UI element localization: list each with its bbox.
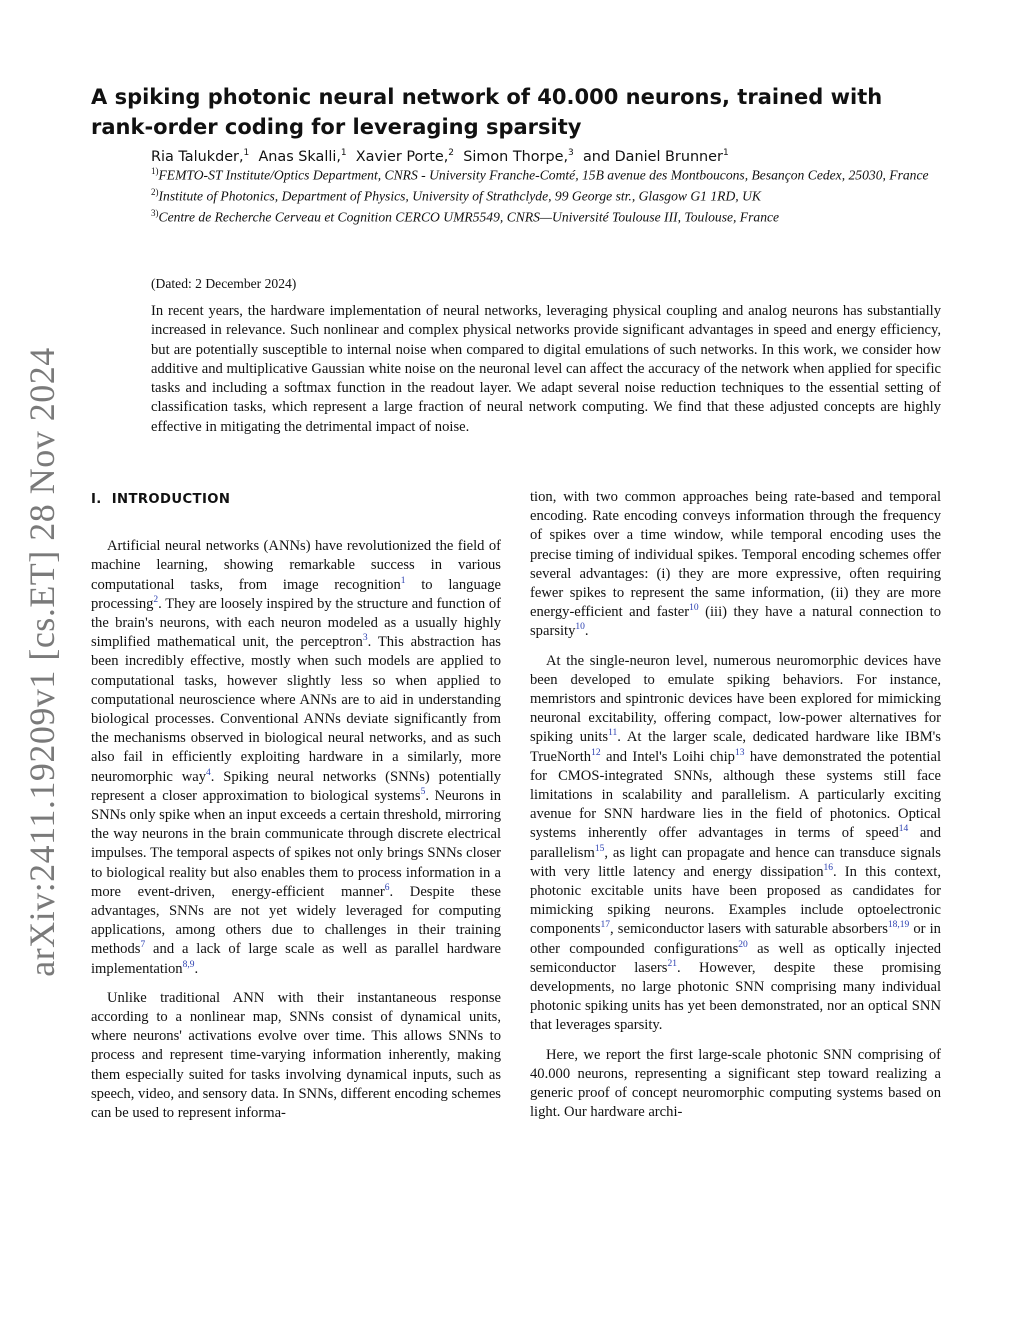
paragraph-text: , semiconductor lasers with saturable absorbers	[610, 921, 888, 938]
paragraph-text: (iii) they have a natural connection to sparsity	[530, 604, 941, 640]
arxiv-identifier-stamp: arXiv:2411.19209v1 [cs.ET] 28 Nov 2024	[22, 347, 62, 977]
paragraph-text: . Neurons in SNNs only spike when an input exceeds a certain threshold, mirroring the way neurons in the brain communicate through discrete electrical impulses. The temporal aspects of spikes not only brings SNNs closer to biological reality but also enables them to process information in a more event-driven, energy-efficient manner	[91, 787, 501, 900]
affiliation-text: FEMTO-ST Institute/Optics Department, CNRS - University Franche-Comté, 15B avenue des Montboucons, Besançon Cedex, 25030, France	[158, 167, 929, 183]
author-affiliation-mark: 3	[568, 148, 574, 158]
paragraph-text: . However, despite these promising developments, no large photonic SNN comprising many individual photonic spiking units has yet been demonstrated, nor an optical SNN that leverages sparsity.	[530, 959, 941, 1034]
paragraph-text: . Spiking neural networks (SNNs) potentially represent a closer approximation to biological systems	[91, 768, 501, 804]
author: Ria Talukder,	[151, 148, 244, 165]
paragraph-text: and Intel's Loihi chip	[600, 748, 735, 765]
citation-marker	[899, 825, 909, 835]
paragraph-text: . In this context, photonic excitable units have been proposed as candidates for mimicking spiking neurons. Examples include optoelectronic components	[530, 863, 941, 938]
paragraph-text: or in other compounded configurations	[530, 921, 941, 957]
citation-marker	[608, 729, 617, 739]
citation-marker	[183, 960, 195, 970]
body-paragraph	[91, 537, 501, 979]
paragraph-text: . Despite these advantages, SNNs are not yet widely leveraged for computing applications, among others due to challenges in their training methods	[91, 883, 501, 958]
paragraph-text: , as light can propagate and hence can transduce signals with very little latency and energy dissipation	[530, 844, 941, 880]
citation-link[interactable]: 6	[384, 883, 390, 893]
citation-link[interactable]: 1	[400, 575, 406, 586]
author: Anas Skalli,	[258, 148, 341, 165]
affiliation	[151, 163, 941, 184]
author-affiliation-mark: 1	[722, 148, 729, 158]
section-heading	[91, 488, 501, 509]
citation-link[interactable]: 10	[689, 603, 699, 614]
affiliation-text: Institute of Photonics, Department of Physics, University of Strathclyde, 99 George str., Glasgow G1 1RD, UK	[158, 188, 761, 204]
author-affiliation-mark: 1	[340, 148, 347, 158]
paragraph-text: as well as optically injected semiconductor lasers	[530, 940, 941, 976]
author: Simon Thorpe,	[463, 148, 569, 165]
paragraph-text: have demonstrated the potential for CMOS-integrated SNNs, although these systems still face limitations in scalability and parallelism. A particularly exciting avenue for SNN hardware lies in the field of photonics. Optical systems inherently offer advantages in terms of speed	[530, 748, 941, 842]
affiliation-mark: 2)	[151, 186, 159, 197]
author: and Daniel Brunner	[582, 148, 723, 165]
citation-marker	[667, 959, 677, 969]
affiliation-mark: 1)	[151, 166, 159, 176]
citation-link[interactable]: 13	[734, 747, 745, 758]
body-paragraph	[530, 488, 941, 642]
paragraph-text: . This abstraction has been incredibly effective, mostly when such models are applied to computational tasks, however slightly less so when applied to computational neuroscience where ANNs are to aid in understanding biological processes. Conventional ANNs deviate significantly from the mechanisms observed in biological neural networks, and as such also fail in efficiently exploiting hardware in a similarly, more neuromorphic way	[91, 634, 501, 785]
section-title: INTRODUCTION	[111, 492, 231, 507]
right-column	[530, 488, 941, 1123]
citation-marker	[888, 921, 909, 931]
section-number: I.	[91, 492, 102, 507]
affiliation	[151, 205, 941, 226]
date-line: (Dated: 2 December 2024)	[151, 276, 297, 291]
citation-link[interactable]: 4	[206, 767, 211, 778]
paragraph-text: to language processing	[91, 576, 501, 612]
citation-link[interactable]: 15	[594, 843, 605, 854]
paragraph-text: and a lack of large scale as well as parallel hardware implementation	[91, 941, 501, 977]
citation-link[interactable]: 21	[667, 959, 677, 970]
paragraph-text: Artificial neural networks (ANNs) have revolutionized the field of machine learning, showing remarkable success in various computational tasks, from image recognition	[91, 538, 501, 593]
citation-link[interactable]: 20	[738, 939, 748, 950]
citation-marker	[738, 940, 748, 950]
paragraph-text: . At the larger scale, dedicated hardware like IBM's TrueNorth	[530, 729, 941, 765]
citation-link[interactable]: 5	[420, 786, 426, 797]
paragraph-text: .	[194, 960, 199, 977]
affiliation-list	[151, 163, 941, 226]
citation-link[interactable]: 18,19	[887, 920, 910, 931]
citation-link[interactable]: 10	[575, 622, 585, 633]
citation-link[interactable]: 7	[140, 940, 146, 951]
citation-marker	[824, 863, 834, 873]
affiliation-mark: 3)	[151, 207, 159, 218]
paragraph-text: and parallelism	[530, 825, 941, 861]
citation-marker	[575, 623, 585, 633]
citation-link[interactable]: 8,9	[182, 959, 195, 970]
citation-marker	[601, 921, 611, 931]
citation-link[interactable]: 16	[823, 863, 833, 873]
paragraph-text: At the single-neuron level, numerous neuromorphic devices have been developed to emulate spiking behaviors. For instance, memristors and spintronic devices have been explored for mimicking neuronal excitability, offering compact, low-power alternatives for spiking units	[530, 652, 941, 746]
paragraph-text: tion, with two common approaches being rate-based and temporal encoding. Rate encoding conveys information through the frequency of spikes over a time window, while temporal encoding uses the precise timing of individual spikes. Temporal encoding schemes offer several advantages: (i) they are more expressive, often requiring fewer spikes to represent the same information, (ii) they are more energy-efficient and faster	[530, 489, 941, 621]
citation-link[interactable]: 2	[153, 594, 159, 605]
abstract: In recent years, the hardware implementation of neural networks, leveraging physical coupling and analog neurons has substantially increased in relevance. Such nonlinear and complex physical networks provide significant advantages in speed and energy efficiency, but are potentially susceptible to internal noise when compared to digital emulations of such networks. In this work, we consider how additive and multiplicative Gaussian white noise on the neuronal level can affect the accuracy of the network when applied for specific tasks and including a softmax function in the readout layer. We adapt several noise reduction techniques to the essential setting of classification tasks, which represent a large fraction of neural network computing. We find that these adjusted concepts are highly effective in mitigating the detrimental impact of noise.	[151, 303, 941, 435]
paper-title: A spiking photonic neural network of 40.000 neurons, trained with rank-order coding for leveraging sparsity	[91, 85, 883, 139]
body-paragraph: Here, we report the first large-scale photonic SNN comprising of 40.000 neurons, representing a significant step toward realizing a generic proof of concept neuromorphic computing systems based on light. Our hardware archi-	[530, 1046, 941, 1121]
body-paragraph: Unlike traditional ANN with their instantaneous response according to a nonlinear map, SNNs consist of dynamical units, where neurons' activations evolve over time. This allows SNNs to process and represent time-varying information inherently, making them especially suited for tasks involving dynamical inputs, such as speech, video, and sensory data. In SNNs, different encoding schemes can be used to represent informa-	[91, 989, 501, 1122]
author-affiliation-mark: 1	[243, 148, 250, 158]
citation-marker	[595, 844, 605, 854]
citation-marker	[591, 748, 601, 758]
author: Xavier Porte,	[355, 148, 449, 165]
citation-link[interactable]: 3	[362, 633, 368, 644]
affiliation-text: Centre de Recherche Cerveau et Cognition CERCO UMR5549, CNRS—Université Toulouse III, Toulouse, France	[158, 209, 780, 225]
paragraph-text: . They are loosely inspired by the structure and function of the brain's neurons, with each neuron modeled as a usually highly simplified mathematical unit, the perceptron	[91, 595, 501, 651]
citation-link[interactable]: 14	[898, 824, 909, 835]
citation-link[interactable]: 11	[608, 728, 618, 739]
paragraph-text: .	[584, 623, 589, 640]
affiliation	[151, 184, 941, 205]
citation-marker	[689, 603, 699, 613]
citation-link[interactable]: 17	[600, 920, 611, 931]
author-affiliation-mark: 2	[448, 148, 455, 158]
citation-link[interactable]: 12	[591, 747, 601, 758]
body-paragraph	[530, 652, 941, 1036]
left-column	[91, 488, 501, 1123]
